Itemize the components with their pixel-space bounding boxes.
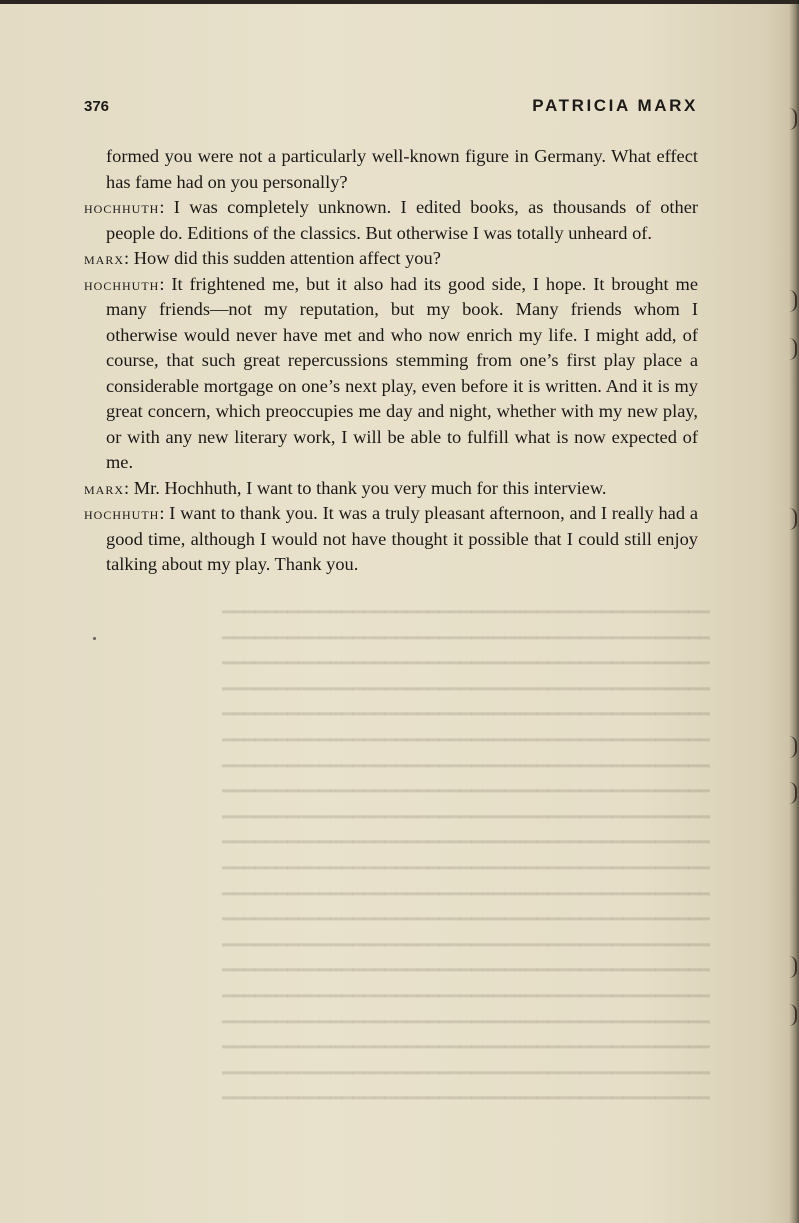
speaker-label: hochhuth <box>84 274 160 294</box>
page-top-edge <box>0 0 799 4</box>
speaker-label: hochhuth <box>84 198 160 217</box>
paragraph-text: formed you were not a particularly well-known figure in Germany. What effect has fame had on you personally? <box>106 146 698 192</box>
dialogue-paragraph: hochhuth: It frightened me, but it also had its good side, I hope. It brought me many friends—not my reputation, but my book. Many friends whom I otherwise would never have met and who now enrich my life. I might add, of course, that such great repercussions stemming from one’s first play place a considerable mortgage on one’s next play, even before it is written. And it is my great concern, which preoccupies me day and night, whether with my new play, or with any new literary work, I will be able to fulfill what is now expected of me. <box>84 273 698 472</box>
paragraph-text: How did this sudden attention affect you? <box>133 248 441 268</box>
paragraph-text: It frightened me, but it also had its good side, I hope. It brought me many friends—not my reputation, but my book. Many friends whom I otherwise would never have met and who now enrich my life. I might add, of course, that such great repercussions stemming from one’s first play place a considerable mortgage on one’s next play, even before it is written. And it is my great concern, which preoccupies me day and night, whether with my new play, or with any new literary work, I will be able to fulfill what is now expected of me. <box>106 273 698 472</box>
ink-speck <box>93 637 96 640</box>
dialogue-paragraph: hochhuth: I want to thank you. It was a truly pleasant afternoon, and I really had a good time, although I would not have thought it possible that I could still enjoy talking about my play. Thank you. <box>84 503 698 574</box>
speaker-label: marx <box>84 478 125 498</box>
dialogue-paragraph: marx: Mr. Hochhuth, I want to thank you very much for this interview. <box>84 477 607 498</box>
interview-text <box>84 144 698 578</box>
show-through-text: ━━━━━━━━━━━━━━━━━━━━━━━━━━━━━━━━━━━━━━━━━━━━━ ━━━━━━━━━━━━━━━━━━━━━━━━━━━━━━━━━━━━━━━━━━━━━ ━━━━━━━━━━━━━━━━━━━━━━━━━━━━━━━━━━━━━━━━━━━━━ ━━━━━━━━━━━━━━━━━━━━━━━━━━━━━━━━━━━━━━━━━━━━━ ━━━━━━━━━━━━━━━━━━━━━━━━━━━━━━━━━━━━━━━━━━━━━ ━━━━━━━━━━━━━━━━━━━━━━━━━━━━━━━━━━━━━━━━━━━━━ ━━━━━━━━━━━━━━━━━━━━━━━━━━━━━━━━━━━━━━━━━━━━━ ━━━━━━━━━━━━━━━━━━━━━━━━━━━━━━━━━━━━━━━━━━━━━ ━━━━━━━━━━━━━━━━━━━━━━━━━━━━━━━━━━━━━━━━━━━━━ ━━━━━━━━━━━━━━━━━━━━━━━━━━━━━━━━━━━━━━━━━━━━━ ━━━━━━━━━━━━━━━━━━━━━━━━━━━━━━━━━━━━━━━━━━━━━ ━━━━━━━━━━━━━━━━━━━━━━━━━━━━━━━━━━━━━━━━━━━━━ ━━━━━━━━━━━━━━━━━━━━━━━━━━━━━━━━━━━━━━━━━━━━━ ━━━━━━━━━━━━━━━━━━━━━━━━━━━━━━━━━━━━━━━━━━━━━ ━━━━━━━━━━━━━━━━━━━━━━━━━━━━━━━━━━━━━━━━━━━━━ ━━━━━━━━━━━━━━━━━━━━━━━━━━━━━━━━━━━━━━━━━━━━━ ━━━━━━━━━━━━━━━━━━━━━━━━━━━━━━━━━━━━━━━━━━━━━ ━━━━━━━━━━━━━━━━━━━━━━━━━━━━━━━━━━━━━━━━━━━━━ ━━━━━━━━━━━━━━━━━━━━━━━━━━━━━━━━━━━━━━━━━━━━━ ━━━━━━━━━━━━━━━━━━━━━━━━━━━━━━━━━━━━━━━━━━━━━ <box>222 602 710 1109</box>
running-head <box>84 96 698 120</box>
page-binding-shadow <box>789 0 799 1223</box>
speaker-label: hochhuth <box>84 504 160 523</box>
dialogue-paragraph: marx: How did this sudden attention affect you? <box>84 248 441 268</box>
dialogue-paragraph: hochhuth: I was completely unknown. I edited books, as thousands of other people do. Editions of the classics. But otherwise I was totally unheard of. <box>84 197 698 243</box>
paragraph-text: Mr. Hochhuth, I want to thank you very much for this interview. <box>133 477 607 498</box>
paragraph-text: I want to thank you. It was a truly pleasant afternoon, and I really had a good time, although I would not have thought it possible that I could still enjoy talking about my play. Thank you. <box>106 503 698 574</box>
running-head-author: PATRICIA MARX <box>532 96 698 115</box>
paragraph-continuation <box>84 144 698 195</box>
speaker-label: marx <box>84 249 125 268</box>
page-number: 376 <box>84 98 110 115</box>
paragraph-text: I was completely unknown. I edited books, as thousands of other people do. Editions of the classics. But otherwise I was totally unheard of. <box>106 197 698 243</box>
